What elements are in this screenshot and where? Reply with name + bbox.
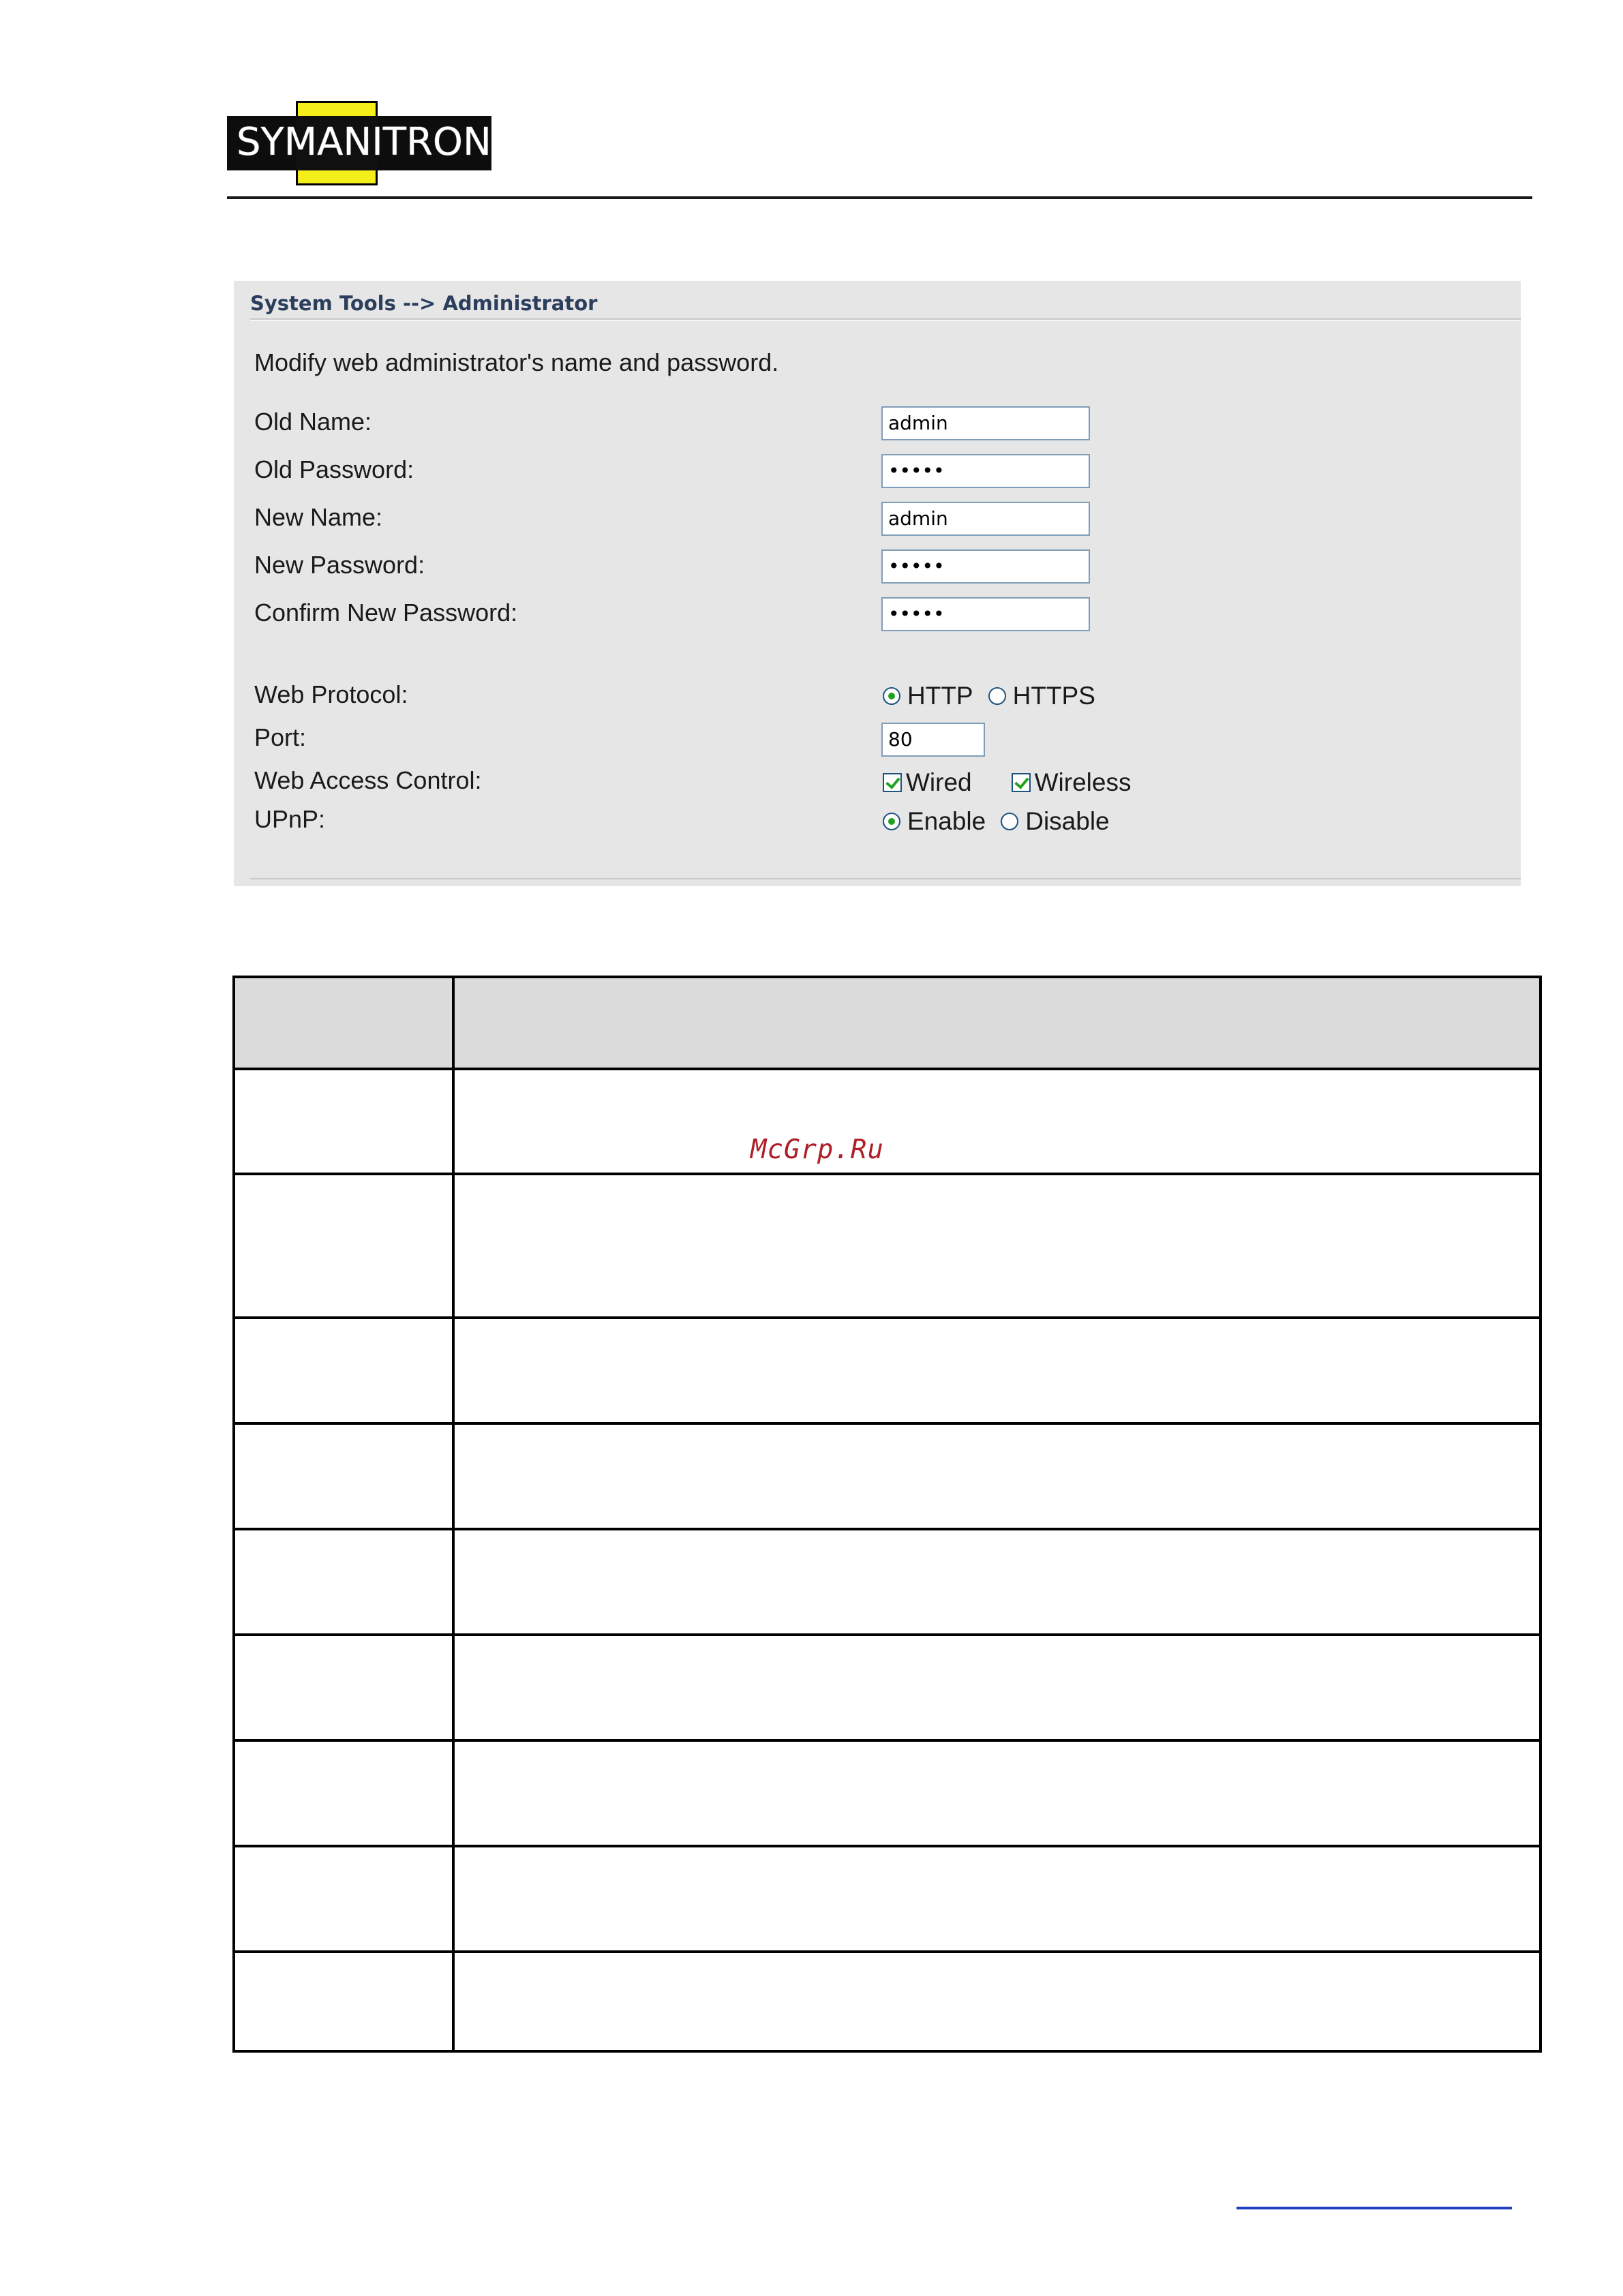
description-table: [232, 976, 1542, 2053]
breadcrumb[interactable]: System Tools --> Administrator: [250, 292, 598, 315]
table-row-divider: [235, 1845, 1539, 1847]
panel-bottom-divider: [250, 878, 1521, 879]
http-radio[interactable]: [883, 687, 900, 705]
upnp-enable-label: Enable: [907, 807, 986, 835]
table-row-divider: [235, 1173, 1539, 1175]
wired-label: Wired: [906, 768, 972, 796]
port-label: Port:: [254, 723, 307, 751]
watermark-text: McGrp.Ru: [750, 1134, 884, 1165]
web-protocol-label: Web Protocol:: [254, 680, 408, 708]
confirm-password-label: Confirm New Password:: [254, 599, 518, 626]
symanitron-logo: [227, 101, 491, 185]
table-row-divider: [235, 1068, 1539, 1070]
upnp-disable-label: Disable: [1025, 807, 1110, 835]
intro-text: Modify web administrator's name and password.: [254, 348, 779, 376]
https-radio[interactable]: [988, 687, 1006, 705]
old-name-label: Old Name:: [254, 408, 372, 436]
wired-checkbox[interactable]: [883, 773, 902, 792]
table-row-divider: [235, 1739, 1539, 1742]
table-header-row: [235, 978, 1539, 1070]
upnp-enable-radio[interactable]: [883, 813, 900, 830]
web-protocol-options: [883, 679, 1095, 713]
https-label: HTTPS: [1012, 682, 1095, 710]
wireless-checkbox[interactable]: [1012, 773, 1031, 792]
upnp-label: UPnP:: [254, 805, 326, 833]
new-name-label: New Name:: [254, 503, 383, 531]
new-name-input[interactable]: admin: [881, 502, 1090, 536]
table-column-divider: [452, 978, 455, 2050]
table-row-divider: [235, 1633, 1539, 1636]
table-row-divider: [235, 1422, 1539, 1425]
old-name-input[interactable]: admin: [881, 406, 1090, 440]
web-access-control-label: Web Access Control:: [254, 766, 482, 794]
old-password-input[interactable]: •••••: [881, 454, 1090, 488]
http-label: HTTP: [907, 682, 973, 710]
header-rule: [227, 196, 1532, 199]
table-row-divider: [235, 1528, 1539, 1530]
wireless-label: Wireless: [1034, 768, 1132, 796]
port-input[interactable]: 80: [881, 723, 985, 757]
table-row-divider: [235, 1950, 1539, 1953]
web-access-control-options: [883, 766, 1131, 800]
administrator-panel: [234, 281, 1521, 886]
old-password-label: Old Password:: [254, 455, 414, 483]
footer-link-underline[interactable]: [1237, 2207, 1512, 2209]
confirm-password-input[interactable]: •••••: [881, 597, 1090, 631]
breadcrumb-divider-highlight: [250, 320, 1521, 321]
logo-text: SYMANITRON: [237, 120, 491, 164]
new-password-input[interactable]: •••••: [881, 549, 1090, 584]
new-password-label: New Password:: [254, 551, 425, 579]
table-row-divider: [235, 1316, 1539, 1319]
upnp-options: [883, 804, 1110, 839]
upnp-disable-radio[interactable]: [1001, 813, 1018, 830]
